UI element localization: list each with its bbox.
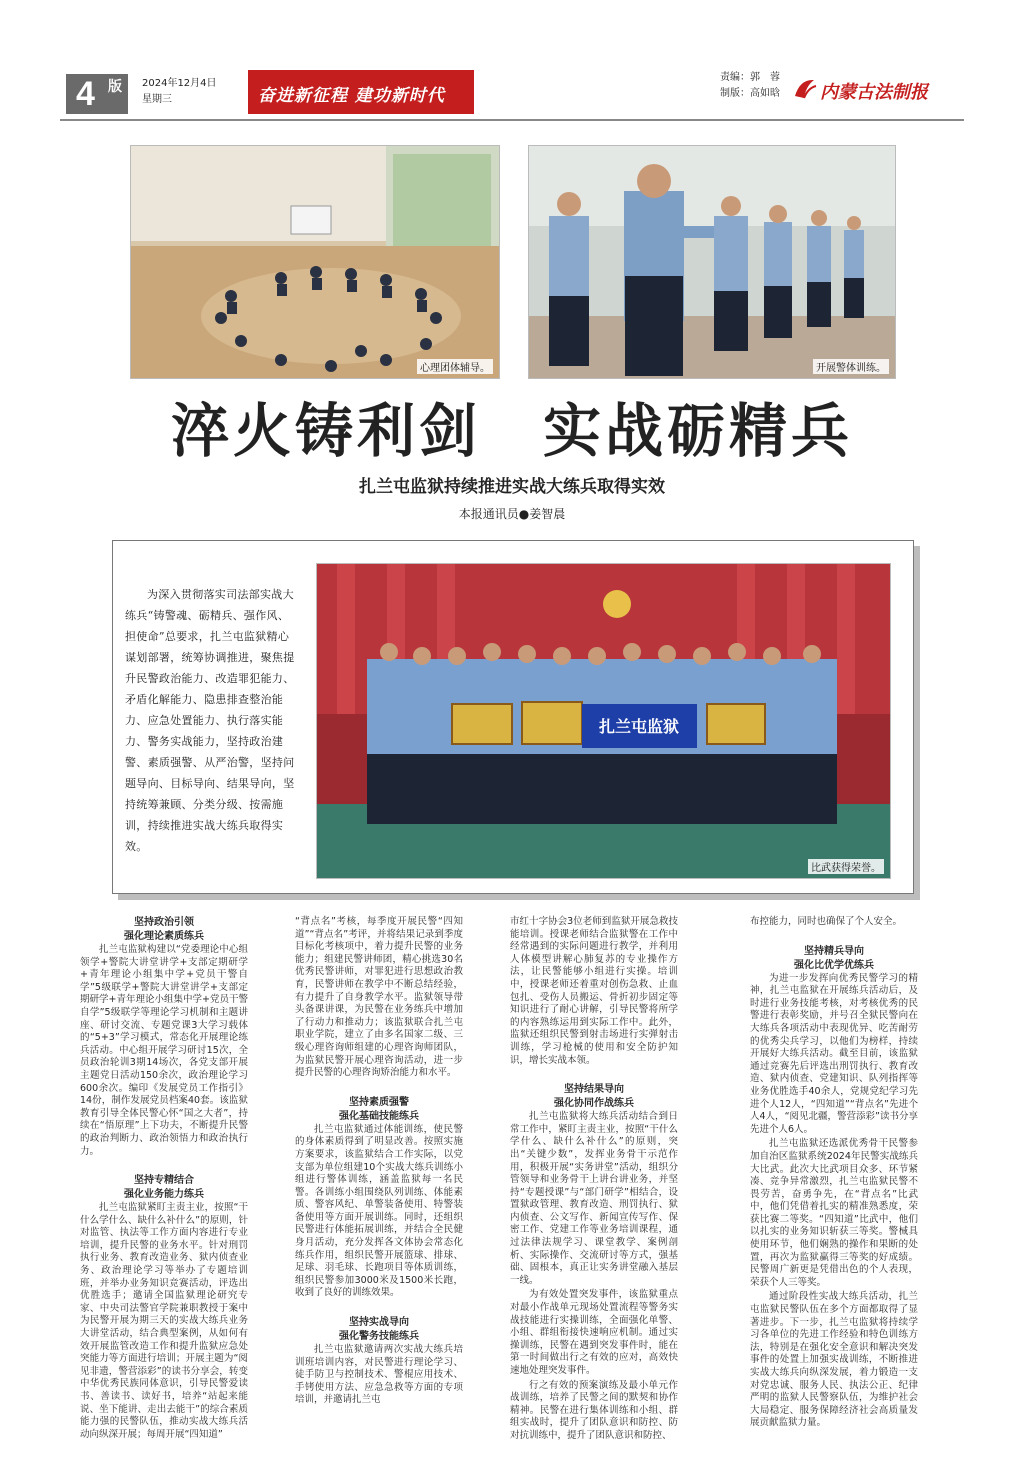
section-slogan-banner xyxy=(248,70,474,114)
photo-caption-award: 比武获得荣誉。 xyxy=(808,859,884,874)
section-subtitle: 强化警务技能练兵 xyxy=(339,1331,419,1343)
photo-caption-counseling: 心理团体辅导。 xyxy=(417,359,493,374)
section-title: 坚持政治引领 xyxy=(134,917,194,928)
body-paragraph: 为进一步发挥向优秀民警学习的精神，扎兰屯监狱在开展练兵活动后，及时进行业务技能考核，对考核优秀的民警进行表彰奖励，并号召全狱民警向在大练兵各项活动中表现优异、吃苦耐劳的优秀尖兵学习，以他们为榜样，持续开展好大练兵活动。截至目前，该监狱通过竞赛先后评选出刑罚执行、教育改造、狱内侦查、党建知识、队列指挥等业务优胜选手40余人，党规党纪学习先进个人12人，“四知道”“背点名”先进个人4人，“阅见北疆，警营添彩”读书分享先进个人6人。 xyxy=(750,972,918,1135)
page-suffix: 版 xyxy=(108,78,122,94)
body-paragraph: 扎兰屯监狱构建以“党委理论中心组领学+警院大讲堂讲学+支部定期研学+青年理论小组集中学+党员干警自学”5级联学+警院大讲堂讲学+支部定期研学+青年理论小组集中学+党员干警自学”5级联学等理论学习机制和主题讲座、研讨交流、专题党课3大学习载体的“5+3”学习模式，常态化开展理论练兵活动。中心组开展学习研讨15次，全员政治轮训3期14场次，各党支部开展主题党日活动150余次，政治理论学习600余次。编印《发展党员工作指引》14份，制作发展党员档案40套。该监狱教育引导全体民警心怀“国之大者”，持续在“悟原理”上下功夫，不断提升民警的政治判断力、政治领悟力和政治执行力。 xyxy=(80,944,248,1157)
section-subtitle: 强化协同作战练兵 xyxy=(554,1098,634,1110)
photo-psychological-counseling xyxy=(130,145,500,379)
body-paragraph: 扎兰屯监狱通过体能训练，使民警的身体素质得到了明显改善。按照实施方案要求，该监狱结合工作实际，以党支部为单位组建10个实战大练兵训练小组进行警体训练，涵盖监狱每一名民警。各训练小组围绕队列训练、体能素质、警容风纪、单警装备使用、特警装备使用等方面开展训练。同时，还组织民警进行体能拓展训练，并结合全民健身月活动，充分发挥各文体协会常态化练兵作用，组织民警开展篮球、排球、足球、羽毛球、长跑项目等体质训练，组织民警参加3000米及1500米长跑，收到了良好的训练效果。 xyxy=(295,1123,463,1299)
editor-name: 责编：郭 蓉 xyxy=(720,72,780,83)
body-paragraph: 布控能力，同时也确保了个人安全。 xyxy=(750,916,903,927)
section-subtitle: 强化业务能力练兵 xyxy=(124,1189,204,1201)
body-column-2 xyxy=(295,916,463,1409)
police-training-illustration xyxy=(529,146,895,378)
masthead-title: 内蒙古法制报 xyxy=(820,82,928,103)
issue-date: 2024年12月4日 xyxy=(142,78,217,89)
body-paragraph: 通过阶段性实战大练兵活动，扎兰屯监狱民警队伍在多个方面都取得了显著进步。下一步，扎兰屯监狱将持续学习各单位的先进工作经验和特色训练方法，特别是在强化安全意识和解决突发事件的处置上加强实战训练，不断推进实战大练兵向纵深发展，着力锻造一支对党忠诚、服务人民、执法公正、纪律严明的监狱人民警察队伍，为维护社会大局稳定、服务保障经济社会高质量发展贡献监狱力量。 xyxy=(750,1291,918,1429)
section-title: 坚持精兵导向 xyxy=(804,945,864,957)
article-intro: 为深入贯彻落实司法部实战大练兵“铸警魂、砺精兵、强作风、担使命”总要求，扎兰屯监狱精心谋划部署，统筹协调推进，聚焦提升民警政治能力、改造罪犯能力、矛盾化解能力、隐患排查整治能力、应急处置能力、执行落实能力、警务实战能力，坚持政治建警、素质强警、从严治警，坚持问题导向、目标导向、结果导向，坚持统筹兼顾、分类分级、按需施训，持续推进实战大练兵取得实效。 xyxy=(125,588,295,853)
body-paragraph: 扎兰屯监狱还选派优秀骨干民警参加自治区监狱系统2024年民警实战练兵大比武。此次大比武项目众多、环节紧凑、竞争异常激烈，扎兰屯监狱民警不畏劳苦，奋勇争先，在“背点名”比武中，他们凭借着扎实的精准熟悉度，荣获比赛二等奖。“四知道”比武中，他们以扎实的业务知识斩获三等奖。警械具使用环节，他们娴熟的操作和果断的处置，再次为监狱赢得三等奖的好成绩。民警周广新更是凭借出色的个人表现，荣获个人三等奖。 xyxy=(750,1138,918,1288)
issue-date-block xyxy=(142,76,217,108)
body-paragraph: “背点名”考核，每季度开展民警“四知道”“背点名”考评，并将结果记录到季度目标化考核项中，着力提升民警的业务能力；组建民警讲师团，精心挑选30名优秀民警讲师，对罪犯进行思想政治教育，民警讲师在教学中不断总结经验，有力提升了自身教学水平。监狱领导带头备课讲课，为民警在业务练兵中增加了行动力和推动力；该监狱联合扎兰屯职业学院，建立了由多名国家二级、三级心理咨询师组建的心理咨询师团队，为监狱民警开展心理咨询活动，进一步提升民警的心理咨询矫治能力和水平。 xyxy=(295,916,463,1079)
editor-credits xyxy=(720,70,780,102)
counseling-room-illustration xyxy=(131,146,499,378)
section-title: 坚持素质强警 xyxy=(349,1096,409,1108)
issue-weekday: 星期三 xyxy=(142,94,172,105)
page-number: 4 xyxy=(76,75,95,113)
body-paragraph: 扎兰屯监狱紧盯主责主业，按照“干什么学什么、缺什么补什么”的原则，针对监管、执法等工作方面内容进行专业培训，提升民警的业务水平。针对刑罚执行业务、教育改造业务、狱内侦查业务、政治理论学习等举办了专题培训班，并举办业务知识竞赛活动，评选出优胜选手；邀请全国监狱理论研究专家、中央司法警官学院兼职教授于案中为民警开展为期三天的实战大练兵业务大讲堂活动，结合典型案例，从如何有效开展监管改造工作和提升监狱应急处突能力等方面进行培训；开展主题为“阅见非遗，警营添彩”的读书分享会，转变中华优秀民族同体意识，引导民警爱读书、善读书、读好书，培养“站起来能说、坐下能讲、走出去能干”的综合素质能力强的民警队伍，推动实战大练兵活动向纵深开展；每周开展“四知道” xyxy=(80,1202,248,1440)
article-headline: 淬火铸利剑 实战砺精兵 xyxy=(170,397,853,465)
article-subheadline: 扎兰屯监狱持续推进实战大练兵取得实效 xyxy=(359,477,665,497)
masthead-emblem-icon xyxy=(792,76,818,102)
body-paragraph: 为有效处置突发事件，该监狱重点对最小作战单元现场处置流程等警务实战技能进行实操训练，全面强化单警、小组、群组衔接快速响应机制。通过实操训练，民警在遇到突发事件时，能在第一时间做出行之有效的应对，高效快速地处理突发事件。 xyxy=(510,1289,678,1376)
layout-editor-name: 制版：高如晗 xyxy=(720,88,780,99)
photo-caption-training: 开展警体训练。 xyxy=(813,359,889,374)
page-number-badge xyxy=(66,74,128,114)
masthead-logo xyxy=(792,74,962,104)
section-subtitle: 强化比优学优练兵 xyxy=(794,959,874,971)
body-paragraph: 市红十字协会3位老师到监狱开展急救技能培训。授课老师结合监狱警在工作中经常遇到的实际问题进行教学，并利用人体模型讲解心肺复苏的专业操作方法，让民警能够小组进行实操。培训中，授课老师还着重对创伤急救、止血包扎、受伤人员搬运、骨折初步固定等知识进行了耐心讲解，引导民警将所学的内容熟练运用到实际工作中。此外，监狱还组织民警到射击场进行实弹射击训练，学习枪械的使用和安全防护知识，增长实战本领。 xyxy=(510,916,678,1066)
header-rule xyxy=(60,119,964,121)
section-title: 坚持实战导向 xyxy=(349,1317,409,1329)
banner-text: 扎兰屯监狱 xyxy=(598,717,680,736)
section-subtitle: 强化理论素质练兵 xyxy=(124,931,204,942)
body-column-1 xyxy=(80,916,248,1443)
body-column-4 xyxy=(750,916,918,1432)
body-paragraph: 行之有效的预案演练及最小单元作战训练，培养了民警之间的默契和协作精神。民警在进行集体训练和小组、群组实战时，提升了团队意识和防控、防对抗训练中，提升了团队意识和防控、 xyxy=(510,1379,678,1441)
body-paragraph: 扎兰屯监狱将大练兵活动结合到日常工作中，紧盯主责主业，按照“干什么学什么、缺什么补什么”的原则，突出“关键少数”，发挥业务骨干示范作用，积极开展“实务讲堂”活动，组织分管领导和业务骨干上讲台讲业务，并坚持“专题授课”与“部门研学”相结合，设置狱政管理、教育改造、刑罚执行、狱内侦查、公文写作、新闻宣传写作、保密工作、党建工作等业务培训课程，通过法律法规学习、课堂教学、案例剖析、实际操作、交流研讨等方式，强基础、固根本，真正让实务讲堂融入基层一线。 xyxy=(510,1111,678,1286)
photo-police-training xyxy=(528,145,896,379)
section-slogan: 奋进新征程 建功新时代 xyxy=(258,86,445,106)
body-column-3 xyxy=(510,916,678,1445)
article-byline: 本报通讯员●姜智晨 xyxy=(458,507,566,521)
section-title: 坚持专精结合 xyxy=(134,1175,194,1187)
award-ceremony-illustration xyxy=(317,564,890,878)
photo-award-ceremony xyxy=(316,563,891,879)
section-title: 坚持结果导向 xyxy=(564,1084,624,1096)
body-paragraph: 扎兰屯监狱邀请两次实战大练兵培训班培训内容，对民警进行理论学习、徒手防卫与控制技术、警棍应用技术、手铐使用方法、应急急救等方面的专项培训，并邀请扎兰屯 xyxy=(295,1344,463,1406)
section-subtitle: 强化基础技能练兵 xyxy=(339,1110,419,1122)
